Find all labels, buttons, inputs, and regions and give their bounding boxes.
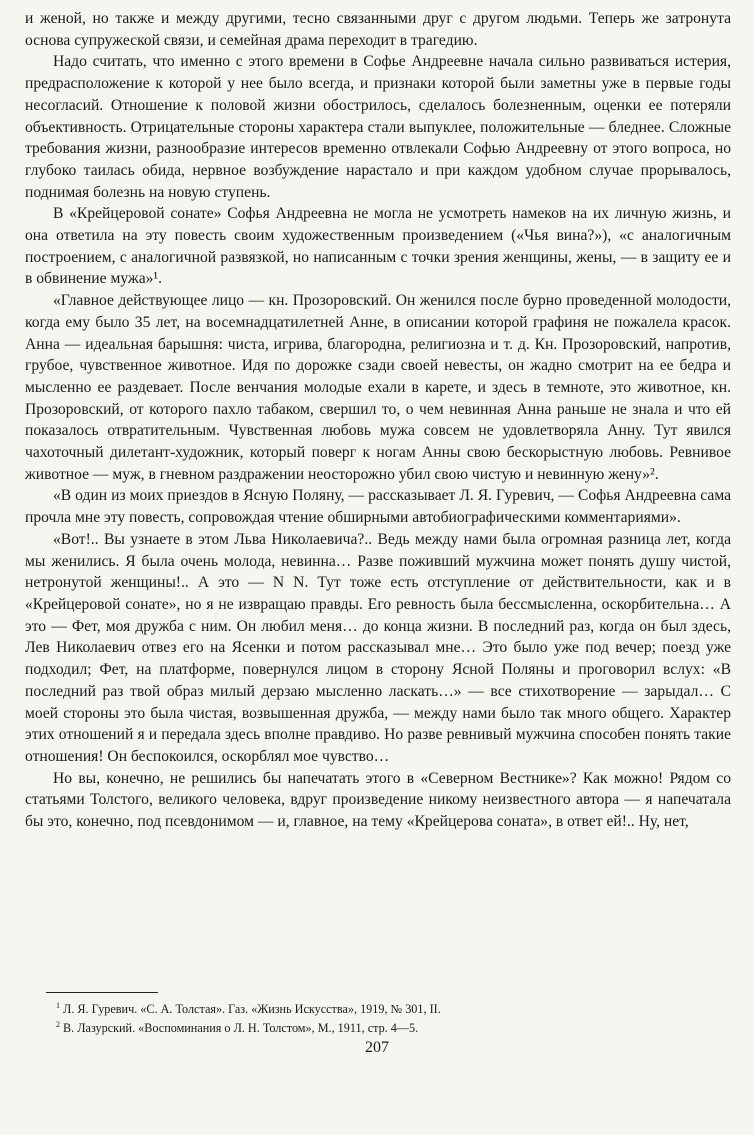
paragraph-1: и женой, но также и между другими, тесно связанными друг с другом людьми. Теперь же затронута основа супружеской связи, и семейная драма переходит в трагедию. — [25, 10, 731, 49]
footnote-1-mark: 1 — [56, 1001, 60, 1010]
footnote-2 — [56, 1017, 716, 1036]
paragraph-2: Надо считать, что именно с этого времени в Софье Андреевне начала сильно развиваться истерия, предрасположение к которой у нее было всегда, и признаки которой были заметны уже в первые годы несогласий. Отношение к половой жизни обострилось, сделалось болезненным, оценки ее потеряли объективность. Отрицательные стороны характера стали выпуклее, положительные — бледнее. Сложные требования жизни, разнообразие интересов временно отвлекали Софью Андреевну от этого вопроса, но глубоко таилась обида, нервное возбуждение нарастало и при каждом удобном случае прорывалось, поднимая болезнь на новую ступень. — [25, 53, 731, 201]
footnotes — [56, 998, 716, 1036]
paragraph-6: «Вот!.. Вы узнаете в этом Льва Николаевича?.. Ведь между нами была огромная разница лет, когда мы женились. Я была очень молода, невинна… Разве поживший мужчина может понять душу чистой, нетронутой женщины!.. А это — N N. Тут тоже есть отступление от действительности, как и в «Крейцеровой сонате», но я не извращаю правды. Его ревность была бессмысленна, оскорбительна… А это — Фет, моя дружба с ним. Он любил меня… до конца жизни. В последний раз, когда он был здесь, Лев Николаевич отвез его на Ясенки и потом рассказывал мне… Это было уже под вечер; поезд уже подходил; Фет, на платформе, повернулся лицом в сторону Ясной Поляны и проговорил вслух: «В последний раз твой образ милый дерзаю мысленно ласкать…» — все стихотворение — зарыдал… С моей стороны это была чистая, возвышенная дружба, — между нами было так много общего. Характер этих отношений я и передала здесь вполне правдиво. Но разве ревнивый мужчина способен понять такие отношения! Он беспокоился, оскорблял мое чувство… — [25, 530, 731, 765]
page-number: 207 — [365, 1039, 389, 1056]
footnote-2-mark: 2 — [56, 1020, 60, 1030]
paragraph-7: Но вы, конечно, не решились бы напечатать этого в «Северном Вестнике»? Как можно! Рядом со статьями Толстого, великого человека, вдруг произведение никому неизвестного автора — я напечатала бы это, конечно, под псевдонимом — и, главное, на тему «Крейцерова соната», в ответ ей!.. Ну, нет, — [25, 769, 731, 831]
footnote-divider — [46, 992, 158, 993]
paragraph-5: «В один из моих приездов в Ясную Поляну, — рассказывает Л. Я. Гуревич, — Софья Андреевна сама прочла мне эту повесть, сопровождая чтение обширными автобиографическими комментариями». — [25, 487, 731, 527]
paragraph-4: «Главное действующее лицо — кн. Прозоровский. Он женился после бурно проведенной молодости, когда ему было 35 лет, на восемнадцатилетней Анне, в описании которой графиня не пожалела красок. Анна — идеальная барышня: чиста, игрива, благородна, религиозна и т. д. Кн. Прозоровский, напротив, грубое, чувственное животное. Идя по дорожке сзади своей невесты, он жадно смотрит на ее бедра и мысленно ее раздевает. После венчания молодые ехали в карете, и здесь в темноте, это животное, кн. Прозоровский, от которого пахло табаком, свершил то, о чем невинная Анна раньше не знала и что ей показалось отвратительным. Чувственная любовь мужа совсем не удовлетворяла Анну. Тут явился чахоточный дилетант-художник, который поверг к ногам Анны свою бескорыстную любовь. Ревнивое животное — муж, в гневном раздражении неосторожно убил свою чистую и невинную жену»². — [25, 292, 731, 483]
paragraph-3: В «Крейцеровой сонате» Софья Андреевна не могла не усмотреть намеков на их личную жизнь, и она ответила на эту повесть своим художественным произведением («Чья вина?»), «с аналогичным построением, с аналогичной развязкой, но написанным с точки зрения женщины, жены, — в защиту ее и в обвинение мужа»¹. — [25, 205, 731, 288]
body-text — [25, 8, 731, 833]
footnote-2-text: В. Лазурский. «Воспоминания о Л. Н. Толстом», М., 1911, стр. 4—5. — [60, 1021, 419, 1036]
footnote-1 — [56, 998, 716, 1017]
footnote-1-text: Л. Я. Гуревич. «С. А. Толстая». Газ. «Жизнь Искусства», 1919, № 301, II. — [60, 1002, 441, 1017]
